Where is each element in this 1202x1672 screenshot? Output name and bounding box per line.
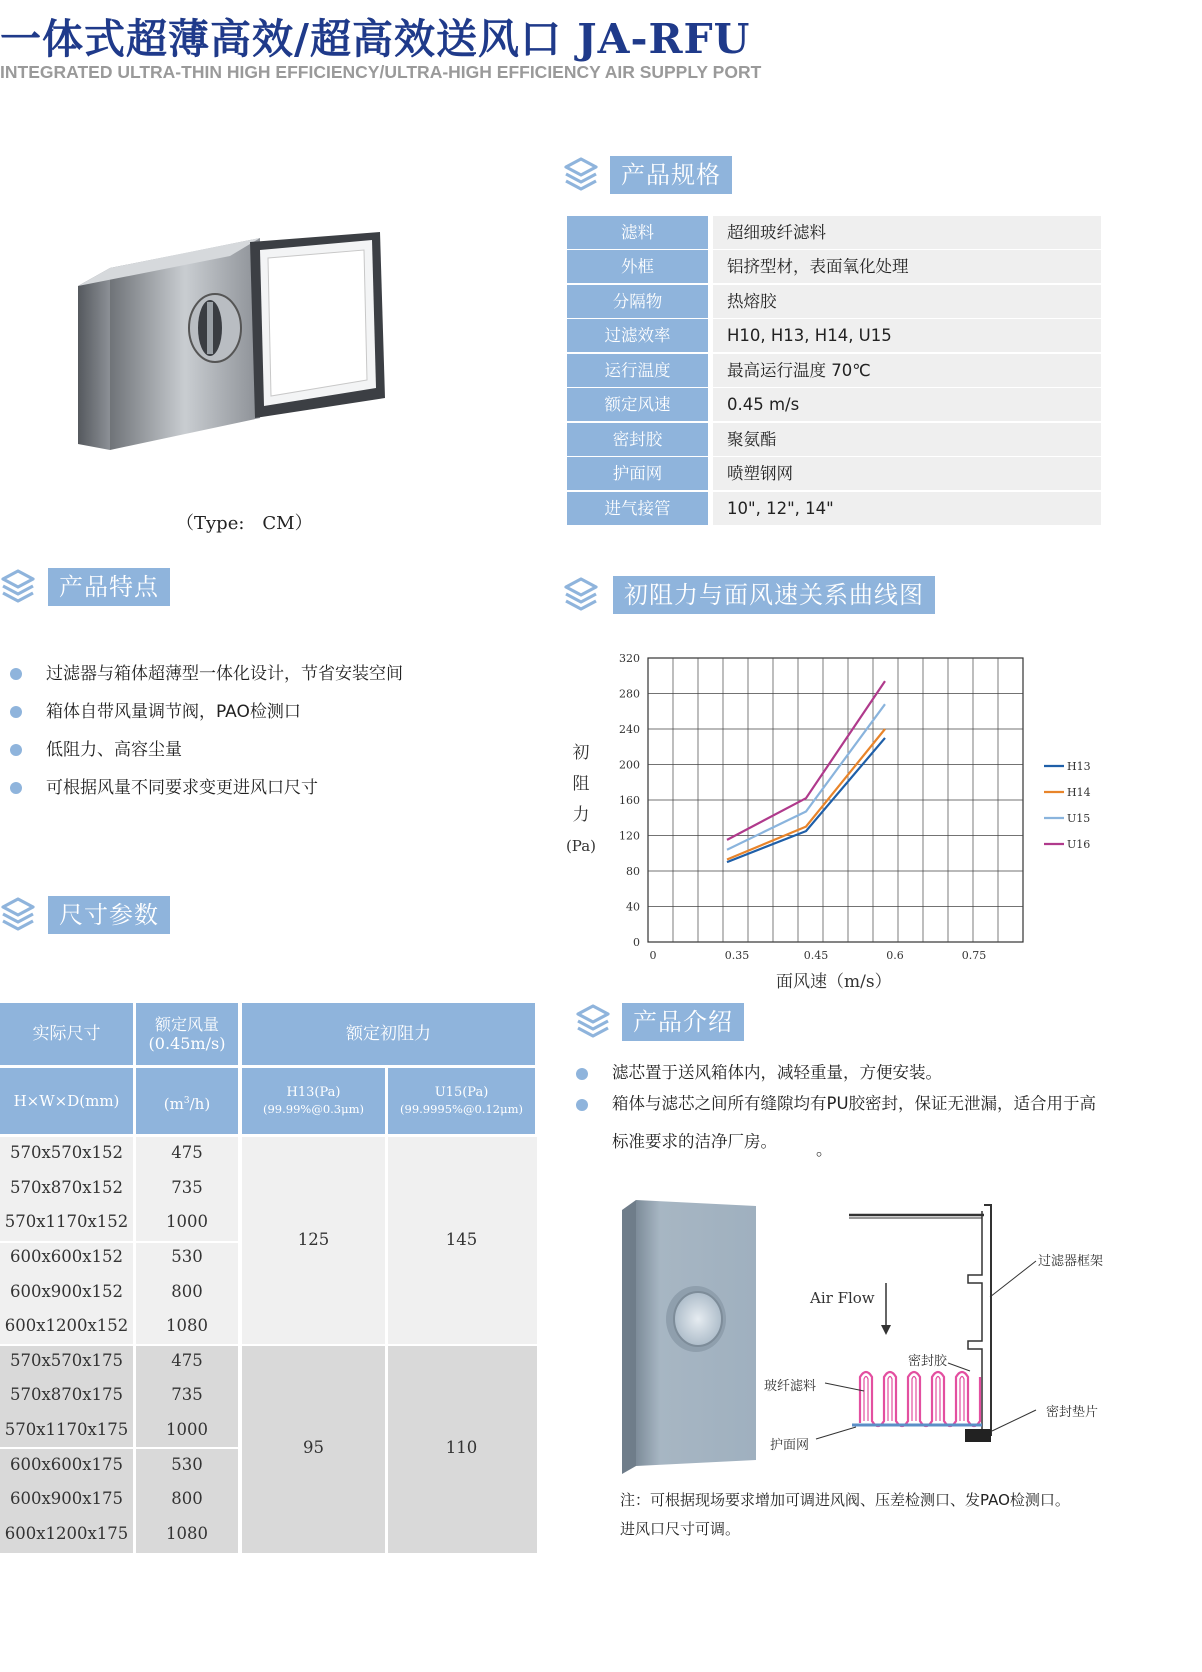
series-line-h14 xyxy=(727,729,885,860)
table-divider xyxy=(0,1344,537,1346)
bullet-icon xyxy=(576,1068,588,1080)
spec-key: 分隔物 xyxy=(567,285,708,318)
bullet-icon xyxy=(10,706,22,718)
chart-ytick-label: 80 xyxy=(626,865,640,878)
chart-ylabel-part: 初 xyxy=(572,743,590,763)
spec-value: 10", 12", 14" xyxy=(713,492,1101,525)
chart-ytick-label: 200 xyxy=(619,758,640,772)
product-caption: （Type: CM） xyxy=(176,513,313,534)
table-cell-size: 600x1200x175 xyxy=(4,1524,129,1543)
table-cell-flow: 475 xyxy=(171,1143,203,1162)
spec-row xyxy=(567,285,1101,318)
bullet-icon xyxy=(10,782,22,794)
spec-key: 滤料 xyxy=(567,216,708,249)
diagram-label-media: 玻纤滤料 xyxy=(764,1379,817,1394)
table-cell-size: 570x1170x152 xyxy=(4,1212,129,1231)
chart-ytick-label: 280 xyxy=(619,687,640,701)
spec-row xyxy=(567,354,1101,387)
intro-text-cont: 标准要求的洁净厂房。 xyxy=(612,1132,777,1151)
section-diagram xyxy=(760,1195,1060,1455)
feature-item xyxy=(10,659,403,684)
page-title: 一体式超薄高效/超高效送风口 JA-RFU xyxy=(0,15,751,63)
table-cell-flow: 530 xyxy=(171,1455,203,1474)
chart-xtick-label: 0.45 xyxy=(803,949,829,962)
section-title-chart: 初阻力与面风速关系曲线图 xyxy=(613,576,935,614)
table-cell-size: 600x900x175 xyxy=(9,1489,124,1508)
layers-icon xyxy=(0,896,36,932)
legend-label: U16 xyxy=(1067,838,1091,851)
series-line-u16 xyxy=(727,681,885,840)
diagram-label-frame: 过滤器框架 xyxy=(1038,1254,1104,1269)
diagram-label-gasket: 密封垫片 xyxy=(1046,1405,1099,1420)
table-cell-h13: 125 xyxy=(297,1230,330,1249)
table-header-unit: $(m^3/h)$ xyxy=(136,1068,238,1134)
page-subtitle: INTEGRATED ULTRA-THIN HIGH EFFICIENCY/ULTRA-HIGH EFFICIENCY AIR SUPPLY PORT xyxy=(0,62,762,82)
table-header-u15: U15(Pa) (99.9995%@0.12μm) xyxy=(388,1068,535,1134)
table-cell-size: 570x570x152 xyxy=(9,1143,124,1162)
spec-key: 外框 xyxy=(567,250,708,283)
section-title-features: 产品特点 xyxy=(48,568,170,606)
table-cell-flow: 1000 xyxy=(166,1212,208,1231)
chart-grid xyxy=(648,658,1023,942)
chart-xlabel: 面风速（m/s） xyxy=(776,972,892,992)
table-divider xyxy=(238,1137,242,1553)
table-cell-size: 600x600x175 xyxy=(9,1455,124,1474)
intro-text: 滤芯置于送风箱体内，减轻重量，方便安装。 xyxy=(612,1063,942,1082)
table-cell-size: 570x1170x175 xyxy=(4,1420,129,1439)
feature-item xyxy=(10,735,182,760)
feature-text: 低阻力、高容尘量 xyxy=(46,740,182,760)
chart-ylabel xyxy=(564,738,598,862)
chart-xtick-label: 0.35 xyxy=(724,949,750,962)
chart-ytick-label: 320 xyxy=(619,652,640,665)
feature-item xyxy=(10,773,318,798)
table-divider xyxy=(0,1241,240,1243)
spec-key: 护面网 xyxy=(567,457,708,490)
section-title-spec: 产品规格 xyxy=(610,156,732,194)
table-divider xyxy=(0,1447,240,1449)
table-header-size: 实际尺寸 xyxy=(0,1003,133,1065)
table-header-h13: H13(Pa) (99.99%@0.3μm) xyxy=(242,1068,385,1134)
table-header-hwd: H×W×D(mm) xyxy=(0,1068,133,1134)
chart-ylabel-part: (Pa) xyxy=(565,837,597,855)
spec-key: 密封胶 xyxy=(567,423,708,456)
spec-value: 0.45 m/s xyxy=(713,388,1101,421)
spec-row xyxy=(567,492,1101,525)
table-cell-u15: 145 xyxy=(445,1230,478,1249)
table-header-flow: 额定风量 (0.45m/s) xyxy=(136,1003,238,1065)
spec-value: H10, H13, H14, U15 xyxy=(713,319,1101,352)
feature-text: 可根据风量不同要求变更进风口尺寸 xyxy=(46,778,318,798)
dimension-table xyxy=(0,1003,537,1553)
intro-text: 箱体与滤芯之间所有缝隙均有PU胶密封，保证无泄漏，适合用于高 xyxy=(612,1094,1097,1113)
chart-ytick-label: 40 xyxy=(626,900,640,914)
table-cell-flow: 530 xyxy=(171,1247,203,1266)
spec-value: 超细玻纤滤料 xyxy=(713,216,1101,249)
spec-row xyxy=(567,423,1101,456)
table-cell-flow: 735 xyxy=(171,1385,203,1404)
spec-key: 进气接管 xyxy=(567,492,708,525)
spec-row xyxy=(567,388,1101,421)
spec-row xyxy=(567,319,1101,352)
spec-value: 聚氨酯 xyxy=(713,423,1101,456)
table-cell-size: 570x870x175 xyxy=(9,1385,124,1404)
diagram-label-airflow: Air Flow xyxy=(810,1289,875,1307)
table-cell-flow: 475 xyxy=(171,1351,203,1370)
feature-text: 箱体自带风量调节阀，PAO检测口 xyxy=(46,702,301,722)
resistance-chart xyxy=(600,648,1160,968)
product-render-image xyxy=(618,1198,760,1476)
spec-row xyxy=(567,216,1101,249)
spec-value: 最高运行温度 70℃ xyxy=(713,354,1101,387)
chart-xtick-label: 0 xyxy=(649,949,657,962)
spec-value: 热熔胶 xyxy=(713,285,1101,318)
legend-label: H13 xyxy=(1067,760,1091,773)
chart-ylabel-part: 阻 xyxy=(572,774,590,794)
feature-text: 过滤器与箱体超薄型一体化设计，节省安装空间 xyxy=(46,664,403,684)
chart-ylabel-part: 力 xyxy=(572,805,590,825)
table-cell-h13: 95 xyxy=(303,1438,324,1457)
table-header-resistance: 额定初阻力 xyxy=(242,1003,535,1065)
table-cell-size: 600x600x152 xyxy=(9,1247,124,1266)
layers-icon xyxy=(0,568,36,604)
spec-value: 铝挤型材，表面氧化处理 xyxy=(713,250,1101,283)
table-cell-u15: 110 xyxy=(445,1438,478,1457)
diagram-label-sealant: 密封胶 xyxy=(908,1354,948,1369)
intro-dot: 。 xyxy=(816,1140,833,1159)
note-line: 进风口尺寸可调。 xyxy=(620,1520,741,1538)
bullet-icon xyxy=(576,1099,588,1111)
legend-label: U15 xyxy=(1067,812,1091,825)
spec-row xyxy=(567,250,1101,283)
chart-ytick-label: 120 xyxy=(619,829,640,843)
legend-label: H14 xyxy=(1067,786,1091,799)
table-cell-flow: 800 xyxy=(171,1282,203,1301)
chart-xtick-label: 0.6 xyxy=(886,949,904,962)
chart-ytick-label: 240 xyxy=(619,723,640,736)
table-cell-size: 570x870x152 xyxy=(9,1178,124,1197)
layers-icon xyxy=(563,576,599,612)
feature-item xyxy=(10,697,301,722)
spec-value: 喷塑钢网 xyxy=(713,457,1101,490)
bullet-icon xyxy=(10,668,22,680)
table-divider xyxy=(385,1137,388,1553)
spec-key: 运行温度 xyxy=(567,354,708,387)
spec-key: 额定风速 xyxy=(567,388,708,421)
layers-icon xyxy=(563,156,599,192)
table-cell-size: 600x1200x152 xyxy=(4,1316,129,1335)
section-title-intro: 产品介绍 xyxy=(622,1003,744,1041)
intro-item xyxy=(576,1090,1096,1114)
intro-item xyxy=(576,1059,942,1083)
diagram-label-guard: 护面网 xyxy=(770,1438,810,1453)
product-image xyxy=(70,228,390,458)
table-cell-size: 570x570x175 xyxy=(9,1351,124,1370)
chart-xtick-label: 0.75 xyxy=(961,949,987,962)
table-cell-flow: 1080 xyxy=(166,1316,208,1335)
chart-ytick-label: 0 xyxy=(633,936,640,949)
chart-ytick-label: 160 xyxy=(619,794,640,807)
table-cell-size: 600x900x152 xyxy=(9,1282,124,1301)
table-cell-flow: 1080 xyxy=(166,1524,208,1543)
section-title-dimensions: 尺寸参数 xyxy=(48,896,170,934)
table-cell-flow: 800 xyxy=(171,1489,203,1508)
spec-row xyxy=(567,457,1101,490)
spec-key: 过滤效率 xyxy=(567,319,708,352)
note-line: 注：可根据现场要求增加可调进风阀、压差检测口、发PAO检测口。 xyxy=(620,1491,1070,1509)
bullet-icon xyxy=(10,744,22,756)
table-cell-flow: 735 xyxy=(171,1178,203,1197)
layers-icon xyxy=(575,1003,611,1039)
table-cell-flow: 1000 xyxy=(166,1420,208,1439)
